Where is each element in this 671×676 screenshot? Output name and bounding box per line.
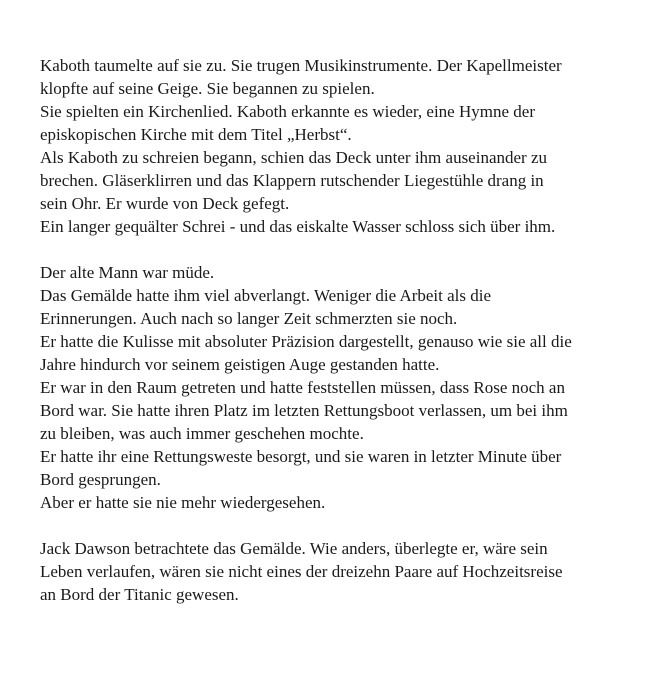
- text-line: Ein langer gequälter Schrei - und das eiskalte Wasser schloss sich über ihm.: [40, 217, 556, 236]
- text-line: Er hatte ihr eine Rettungsweste besorgt, und sie waren in letzter Minute über: [40, 447, 562, 466]
- text-line: Er hatte die Kulisse mit absoluter Präzision dargestellt, genauso wie sie all die: [40, 332, 572, 351]
- paragraph: [40, 537, 660, 606]
- text-line: Leben verlaufen, wären sie nicht eines der dreizehn Paare auf Hochzeitsreise: [40, 562, 563, 581]
- text-line: Jack Dawson betrachtete das Gemälde. Wie anders, überlegte er, wäre sein: [40, 539, 548, 558]
- text-line: Der alte Mann war müde.: [40, 263, 215, 282]
- text-line: episkopischen Kirche mit dem Titel „Herbst“.: [40, 125, 352, 144]
- text-line: Jahre hindurch vor seinem geistigen Auge gestanden hatte.: [40, 355, 440, 374]
- document-text: [40, 54, 660, 606]
- text-line: sein Ohr. Er wurde von Deck gefegt.: [40, 194, 290, 213]
- text-line: Erinnerungen. Auch nach so langer Zeit schmerzten sie noch.: [40, 309, 458, 328]
- text-line: Sie spielten ein Kirchenlied. Kaboth erkannte es wieder, eine Hymne der: [40, 102, 535, 121]
- text-line: Bord gesprungen.: [40, 470, 161, 489]
- text-line: zu bleiben, was auch immer geschehen mochte.: [40, 424, 364, 443]
- text-line: Das Gemälde hatte ihm viel abverlangt. Weniger die Arbeit als die: [40, 286, 492, 305]
- text-line: Kaboth taumelte auf sie zu. Sie trugen Musikinstrumente. Der Kapellmeister: [40, 56, 562, 75]
- text-line: Als Kaboth zu schreien begann, schien das Deck unter ihm auseinander zu: [40, 148, 547, 167]
- text-line: Er war in den Raum getreten und hatte feststellen müssen, dass Rose noch an: [40, 378, 565, 397]
- text-line: brechen. Gläserklirren und das Klappern rutschender Liegestühle drang in: [40, 171, 544, 190]
- text-line: Aber er hatte sie nie mehr wiedergesehen.: [40, 493, 326, 512]
- text-line: Bord war. Sie hatte ihren Platz im letzten Rettungsboot verlassen, um bei ihm: [40, 401, 568, 420]
- paragraph: [40, 54, 660, 238]
- text-line: an Bord der Titanic gewesen.: [40, 585, 239, 604]
- paragraph: [40, 261, 660, 514]
- text-line: klopfte auf seine Geige. Sie begannen zu spielen.: [40, 79, 375, 98]
